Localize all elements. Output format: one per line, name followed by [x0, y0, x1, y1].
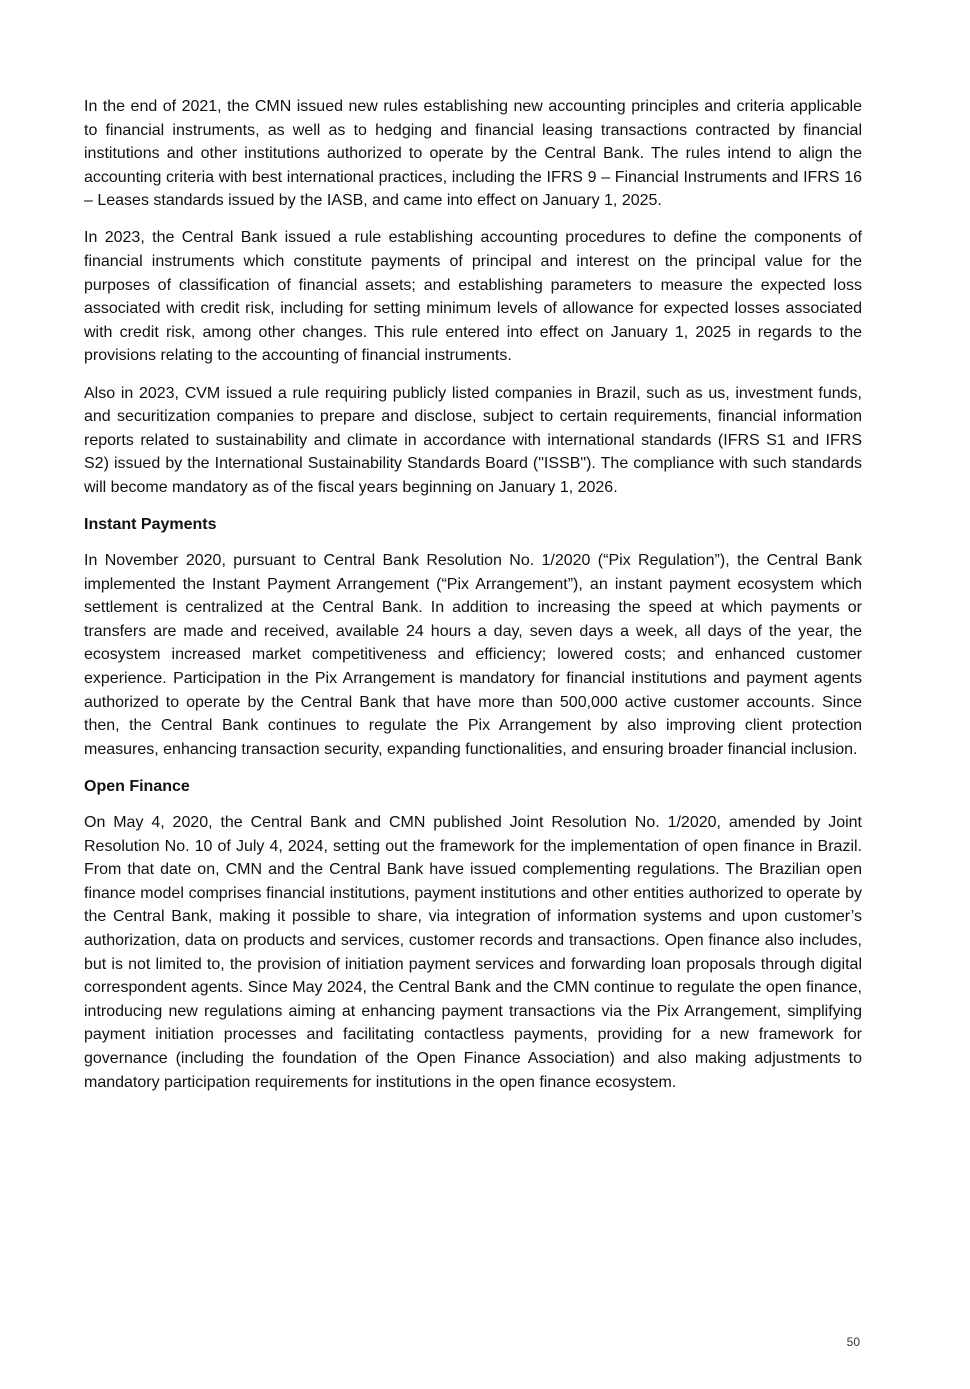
paragraph-accounting-procedures-2023: In 2023, the Central Bank issued a rule establishing accounting procedures to define the components of financial instruments which constitute payments of principal and interest on the principal value for the purposes of classification of financial assets; and establishing parameters to measure the expected loss associated with credit risk, including for setting minimum levels of allowance for expected losses associated with credit risk, among other changes. This rule entered into effect on January 1, 2025 in regards to the provisions relating to the accounting of financial instruments. [84, 229, 862, 365]
page-number: 50 [846, 1335, 860, 1349]
section-heading-open-finance: Open Finance [84, 777, 190, 795]
paragraph-open-finance: On May 4, 2020, the Central Bank and CMN published Joint Resolution No. 1/2020, amended by Joint Resolution No. 10 of July 4, 2024, setting out the framework for the implementation of open finance in Brazil. From that date on, CMN and the Central Bank have issued complementing regulations. The Brazilian open finance model comprises financial institutions, payment institutions and other entities authorized to operate by the Central Bank, making it possible to share, via integration of information systems and upon customer’s authorization, data on products and services, customer records and transactions. Open finance also includes, but is not limited to, the provision of initiation payment services and forwarding loan proposals through digital correspondent agents. Since May 2024, the Central Bank and the CMN continue to regulate the open finance, introducing new regulations aiming at enhancing payment transactions via the Pix Arrangement, simplifying payment initiation processes and facilitating contactless payments, providing for a new framework for governance (including the foundation of the Open Finance Association) and also making adjustments to mandatory participation requirements for institutions in the open finance ecosystem. [84, 814, 862, 1091]
document-page [84, 95, 862, 1108]
section-heading-instant-payments: Instant Payments [84, 516, 217, 533]
paragraph-accounting-rules-2021: In the end of 2021, the CMN issued new rules establishing new accounting principles and criteria applicable to financial instruments, as well as to hedging and financial leasing transactions contracted by financial institutions and other institutions authorized to operate by the Central Bank. The rules intend to align the accounting criteria with best international practices, including the IFRS 9 – Financial Instruments and IFRS 16 – Leases standards issued by the IASB, and came into effect on January 1, 2025. [84, 98, 862, 210]
paragraph-instant-payments: In November 2020, pursuant to Central Bank Resolution No. 1/2020 (“Pix Regulation”), the Central Bank implemented the Instant Payment Arrangement (“Pix Arrangement”), an instant payment ecosystem which settlement is centralized at the Central Bank. In addition to increasing the speed at which payments or transfers are made and received, available 24 hours a day, seven days a week, all days of the year, the ecosystem increased market competitiveness and efficiency; lowered costs; and enhanced customer experience. Participation in the Pix Arrangement is mandatory for financial institutions and payment agents authorized to operate by the Central Bank that have more than 500,000 active customer accounts. Since then, the Central Bank continues to regulate the Pix Arrangement by also improving client protection measures, enhancing transaction security, expanding functionalities, and ensuring broader financial inclusion. [84, 552, 862, 758]
paragraph-sustainability-reporting: Also in 2023, CVM issued a rule requiring publicly listed companies in Brazil, such as us, investment funds, and securitization companies to prepare and disclose, subject to certain requirements, financial information reports related to sustainability and climate in accordance with international standards (IFRS S1 and IFRS S2) issued by the International Sustainability Standards Board ("ISSB"). The compliance with such standards will become mandatory as of the fiscal years beginning on January 1, 2026. [84, 384, 862, 496]
